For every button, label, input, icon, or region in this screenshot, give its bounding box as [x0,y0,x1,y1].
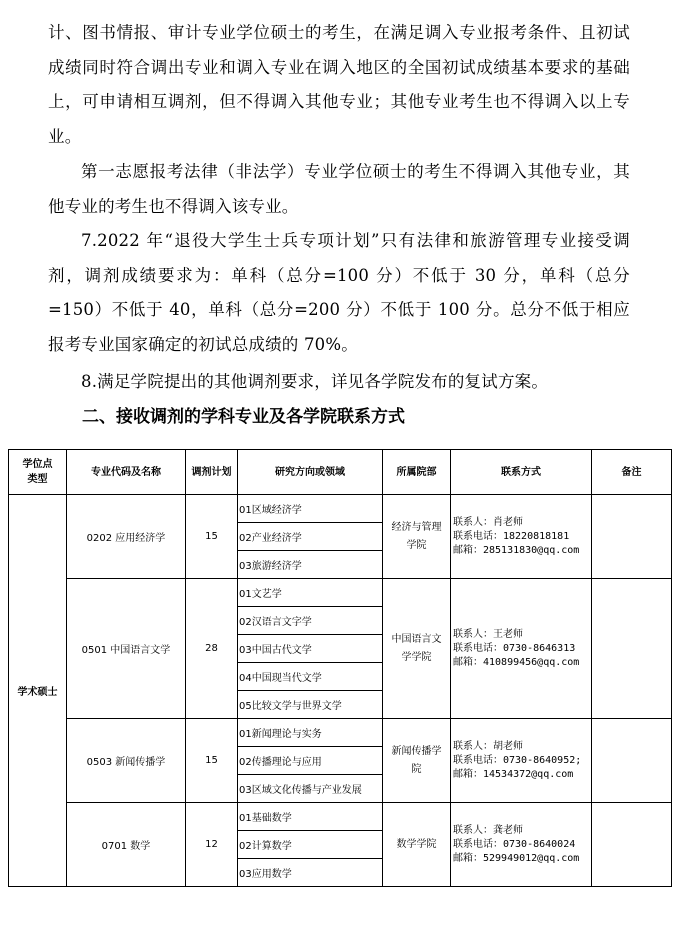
plan-cell: 28 [186,579,238,719]
remark-cell [592,719,672,803]
paragraph-law-rule: 第一志愿报考法律（非法学）专业学位硕士的考生不得调入其他专业，其他专业的考生也不得调入该专业。 [48,162,630,216]
header-degree-type [9,450,67,495]
contact-phone: 联系电话：0730-8640952; [453,754,582,766]
major-cell: 0503 新闻传播学 [67,719,186,803]
contact-phone: 联系电话：0730-8640024 [453,838,576,850]
college-cell: 中国语言文学学院 [383,579,451,719]
direction-cell: 04中国现当代文学 [238,663,383,691]
remark-cell [592,803,672,887]
direction-cell: 02传播理论与应用 [238,747,383,775]
contact-person: 联系人：肖老师 [453,516,523,528]
contact-person: 联系人：胡老师 [453,740,523,752]
table-row [9,719,672,747]
remark-cell [592,495,672,579]
direction-cell: 02计算数学 [238,831,383,859]
direction-cell: 05比较文学与世界文学 [238,691,383,719]
direction-cell: 03中国古代文学 [238,635,383,663]
contact-phone: 联系电话：0730-8646313 [453,642,576,654]
table-header-row [9,450,672,495]
contact-cell [451,803,592,887]
direction-cell: 03区域文化传播与产业发展 [238,775,383,803]
contact-email: 邮箱：285131830@qq.com [453,544,580,556]
contact-person: 联系人：王老师 [453,628,523,640]
adjustment-table [8,449,672,887]
contact-email: 邮箱：410899456@qq.com [453,656,580,668]
header-college: 所属院部 [383,450,451,495]
header-degree-type-line2: 类型 [27,474,48,485]
contact-phone: 联系电话：18220818181 [453,530,570,542]
contact-person: 联系人：龚老师 [453,824,523,836]
header-plan: 调剂计划 [186,450,238,495]
contact-email: 邮箱：1453437​2@qq.com [453,768,574,780]
paragraph-continuation: 计、图书情报、审计专业学位硕士的考生，在满足调入专业报考条件、且初试成绩同时符合调出专业和调入专业在调入地区的全国初试成绩基本要求的基础上，可申请相互调剂，但不得调入其他专业；其他专业考生也不得调入以上专业。 [48,23,630,146]
college-cell: 新闻传播学院 [383,719,451,803]
contact-cell [451,719,592,803]
direction-cell: 01区域经济学 [238,495,383,523]
section-heading: 二、接收调剂的学科专业及各学院联系方式 [82,407,405,427]
direction-cell: 01基础数学 [238,803,383,831]
degree-type-cell [9,495,67,887]
header-direction: 研究方向或领域 [238,450,383,495]
table-row [9,495,672,523]
direction-cell: 01文艺学 [238,579,383,607]
degree-type-label: 学术硕士 [17,687,58,698]
college-cell: 数学学院 [383,803,451,887]
header-degree-type-line1: 学位点 [22,459,53,470]
table-row [9,803,672,831]
major-cell: 0202 应用经济学 [67,495,186,579]
direction-cell: 02汉语言文字学 [238,607,383,635]
plan-cell: 15 [186,719,238,803]
college-cell: 经济与管理学院 [383,495,451,579]
contact-email: 邮箱：529949012@qq.com [453,852,580,864]
major-cell: 0701 数学 [67,803,186,887]
paragraph-college-requirements: 8.满足学院提出的其他调剂要求，详见各学院发布的复试方案。 [81,372,549,391]
direction-cell: 01新闻理论与实务 [238,719,383,747]
header-remark: 备注 [592,450,672,495]
major-cell: 0501 中国语言文学 [67,579,186,719]
direction-cell: 03旅游经济学 [238,551,383,579]
header-major: 专业代码及名称 [67,450,186,495]
contact-cell [451,495,592,579]
direction-cell: 03应用数学 [238,859,383,887]
remark-cell [592,579,672,719]
table-row [9,579,672,607]
direction-cell: 02产业经济学 [238,523,383,551]
header-contact: 联系方式 [451,450,592,495]
plan-cell: 15 [186,495,238,579]
plan-cell: 12 [186,803,238,887]
paragraph-veteran-plan: 7.2022 年“退役大学生士兵专项计划”只有法律和旅游管理专业接受调剂，调剂成绩要求为：单科（总分=100 分）不低于 30 分，单科（总分=150）不低于 40，单科（总分=200 分）不低于 100 分。总分不低于相应报考专业国家确定的初试总成绩的 70%。 [48,231,630,354]
contact-cell [451,579,592,719]
